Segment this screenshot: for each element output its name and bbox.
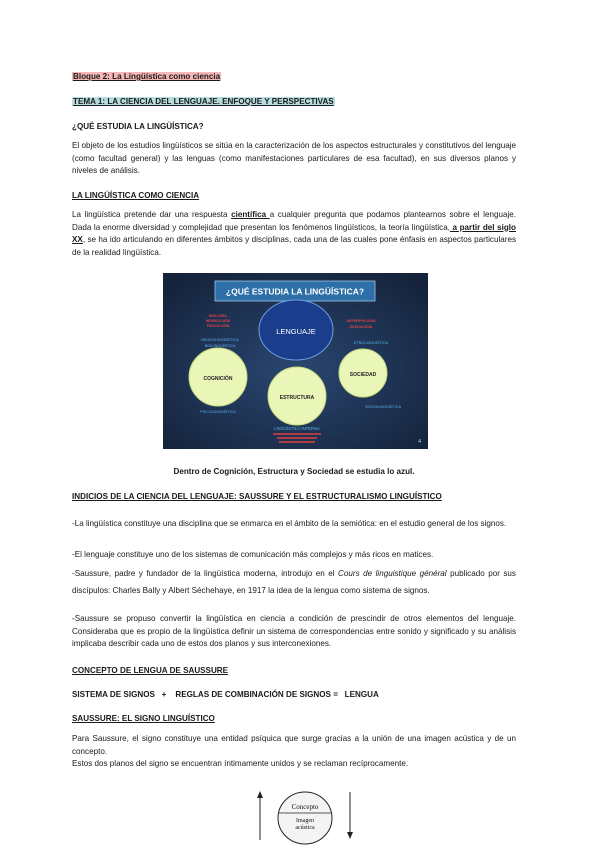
- signo-paragraph-1: Para Saussure, el signo constituye una entidad psíquica que surge gracias a la unión de una imagen acústica y de un concepto.: [72, 734, 516, 756]
- label-psicologia: PSICOLOGÍA: [206, 324, 230, 328]
- concepto-heading: CONCEPTO DE LENGUA DE SAUSSURE: [72, 666, 229, 675]
- indicios-heading: INDICIOS DE LA CIENCIA DEL LENGUAJE: SAUSSURE Y EL ESTRUCTURALISMO LINGUÍSTICO: [72, 492, 442, 501]
- red-text-block-2: [277, 437, 317, 439]
- label-estructura: ESTRUCTURA: [279, 395, 315, 401]
- sign-acustica: acústica: [295, 825, 315, 831]
- sign-imagen: Imagen: [296, 818, 314, 824]
- sign-concepto: Concepto: [291, 803, 319, 811]
- arrow-up-head: [257, 791, 263, 798]
- q1-paragraph: El objeto de los estudios lingüísticos se sitúa en la caracterización de los aspectos estructurales y constitutivos del lenguaje (como facultad general) y las lenguas (como manifestaciones particulares de esa facultad), en sus diversos planos y niveles de análisis.: [72, 141, 516, 176]
- label-neurologia: NEUROLOGÍA: [205, 319, 231, 323]
- arrow-down-head: [347, 832, 353, 839]
- indicios-bullet-4: -Saussure se propuso convertir la lingüística en ciencia a condición de prescindir de otros elementos del lenguaje. Consideraba que es propio de la lingüística definir un sistema de correspondencias entre sonido y significado y su análisis implicaba describir cada uno de estos dos planos y sus interconexiones.: [72, 614, 516, 649]
- red-text-block-1: [273, 433, 321, 435]
- slide-caption: Dentro de Cognición, Estructura y Sociedad se estudia lo azul.: [173, 467, 415, 476]
- tema-title: TEMA 1: LA CIENCIA DEL LENGUAJE. ENFOQUE Y PERSPECTIVAS: [73, 97, 334, 106]
- label-lenguaje: LENGUAJE: [276, 327, 316, 336]
- label-biolinguistica: BIOLINGÜÍSTICA: [204, 344, 236, 348]
- signo-diagram: [252, 782, 362, 848]
- label-sociedad: SOCIEDAD: [349, 372, 377, 378]
- concepto-formula: SISTEMA DE SIGNOS + REGLAS DE COMBINACIÓN DE SIGNOS = LENGUA: [72, 690, 379, 699]
- indicios-bullet-1: -La lingüística constituye una disciplina que se enmarca en el ámbito de la semiótica: en el estudio general de los signos.: [72, 519, 507, 528]
- slide-diagram: [163, 273, 428, 449]
- label-sociologia: SOCIOLOGÍA: [349, 325, 373, 329]
- label-psicolinguistica: PSICOLINGÜÍSTICA: [200, 410, 236, 414]
- label-cognicion: COGNICIÓN: [203, 376, 233, 382]
- red-text-block-3: [279, 441, 315, 443]
- ciencia-paragraph: La lingüística pretende dar una respuesta científica a cualquier pregunta que podamos plantearnos sobre el lenguaje. Dada la enorme diversidad y complejidad que presentan los fenómenos lingüísticos, la teoría lingüística, a partir del siglo XX, se ha ido articulando en diferentes ámbitos y disciplinas, cada una de las cuales pone énfasis en aspectos particulares de la realidad lingüística.: [72, 210, 516, 257]
- label-antropologia: ANTROPOLOGÍA: [346, 319, 376, 323]
- indicios-bullet-3: -Saussure, padre y fundador de la lingüística moderna, introdujo en el Cours de linguistique général publicado por sus discípulos: Charles Bally y Albert Séchehaye, en 1917 la idea de la lengua como sistema de signos.: [72, 569, 516, 595]
- signo-paragraph-2: Estos dos planos del signo se encuentran íntimamente unidos y se reclaman recíprocamente.: [72, 759, 409, 768]
- q1-heading: ¿QUÉ ESTUDIA LA LINGÜÍSTICA?: [72, 122, 204, 131]
- block-title: Bloque 2: La Lingüística como ciencia: [73, 72, 221, 81]
- label-biologia: BIOLOGÍA: [209, 314, 227, 318]
- label-sociolinguistica: SOCIOLINGÜÍSTICA: [364, 405, 402, 409]
- label-linguistica-interna: LINGÜÍSTICA INTERNA: [274, 426, 320, 431]
- slide-title: ¿QUÉ ESTUDIA LA LINGÜÍSTICA?: [225, 286, 365, 297]
- slide-page-number: 4: [418, 439, 421, 445]
- label-etnolinguistica: ETNOLINGÜÍSTICA: [353, 341, 389, 345]
- indicios-bullet-2: -El lenguaje constituye uno de los sistemas de comunicación más complejos y más ricos en matices.: [72, 550, 434, 559]
- signo-heading: SAUSSURE: EL SIGNO LINGUÍSTICO: [72, 714, 215, 723]
- ciencia-heading: LA LINGÜÍSTICA COMO CIENCIA: [72, 191, 200, 200]
- label-neurolinguistica: NEUROLINGÜÍSTICA: [201, 338, 239, 342]
